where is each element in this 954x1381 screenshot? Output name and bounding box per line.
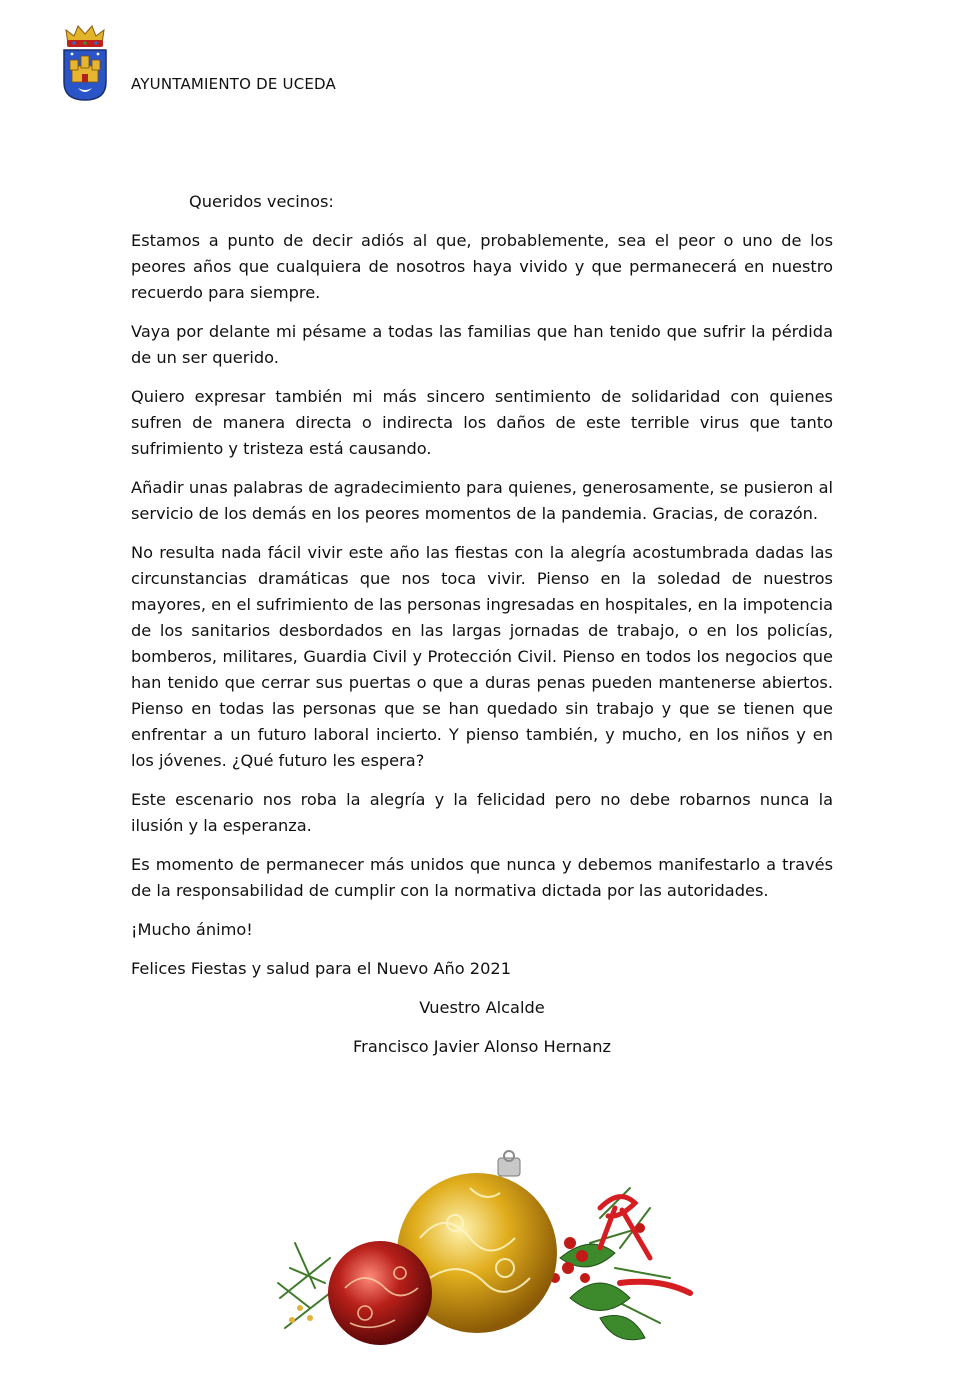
paragraph: Vaya por delante mi pésame a todas las familias que han tenido que sufrir la pérdida de un ser querido. [131,322,833,367]
paragraph: Este escenario nos roba la alegría y la felicidad pero no debe robarnos nunca la ilusión y la esperanza. [131,790,833,835]
paragraph: Es momento de permanecer más unidos que nunca y debemos manifestarlo a través de la responsabilidad de cumplir con la normativa dictada por las autoridades. [131,855,833,900]
paragraph: No resulta nada fácil vivir este año las fiestas con la alegría acostumbrada dadas las circunstancias dramáticas que nos toca vivir. Pienso en la soledad de nuestros mayores, en el sufrimiento de las personas ingresadas en hospitales, en la impotencia de los sanitarios desbordados en las largas jornadas de trabajo, o en los policías, bomberos, militares, Guardia Civil y Protección Civil. Pienso en todos los negocios que han tenido que cerrar sus puertas o que a duras penas pueden mantenerse abiertos. Pienso en todas las personas que se han quedado sin trabajo y que se tienen que enfrentar a un futuro laboral incierto. Y pienso también, y mucho, en los niños y en los jóvenes. ¿Qué futuro les espera? [131,543,833,770]
signature-title: Vuestro Alcalde [419,998,545,1017]
paragraph: Añadir unas palabras de agradecimiento para quienes, generosamente, se pusieron al servicio de los demás en los peores momentos de la pandemia. Gracias, de corazón. [131,478,833,523]
paragraph: Quiero expresar también mi más sincero sentimiento de solidaridad con quienes sufren de manera directa o indirecta los daños de este terrible virus que tanto sufrimiento y tristeza está causando. [131,387,833,458]
signature-name: Francisco Javier Alonso Hernanz [353,1037,611,1056]
letter-body [131,189,833,1073]
organization-name: AYUNTAMIENTO DE UCEDA [131,75,336,93]
christmas-baubles-icon [270,1148,700,1358]
closing: Felices Fiestas y salud para el Nuevo Año 2021 [131,959,511,978]
greeting: Queridos vecinos: [189,192,334,211]
coat-of-arms-icon [60,22,110,102]
paragraph: Estamos a punto de decir adiós al que, probablemente, sea el peor o uno de los peores años que cualquiera de nosotros haya vivido y que permanecerá en nuestro recuerdo para siempre. [131,231,833,302]
encouragement: ¡Mucho ánimo! [131,920,253,939]
